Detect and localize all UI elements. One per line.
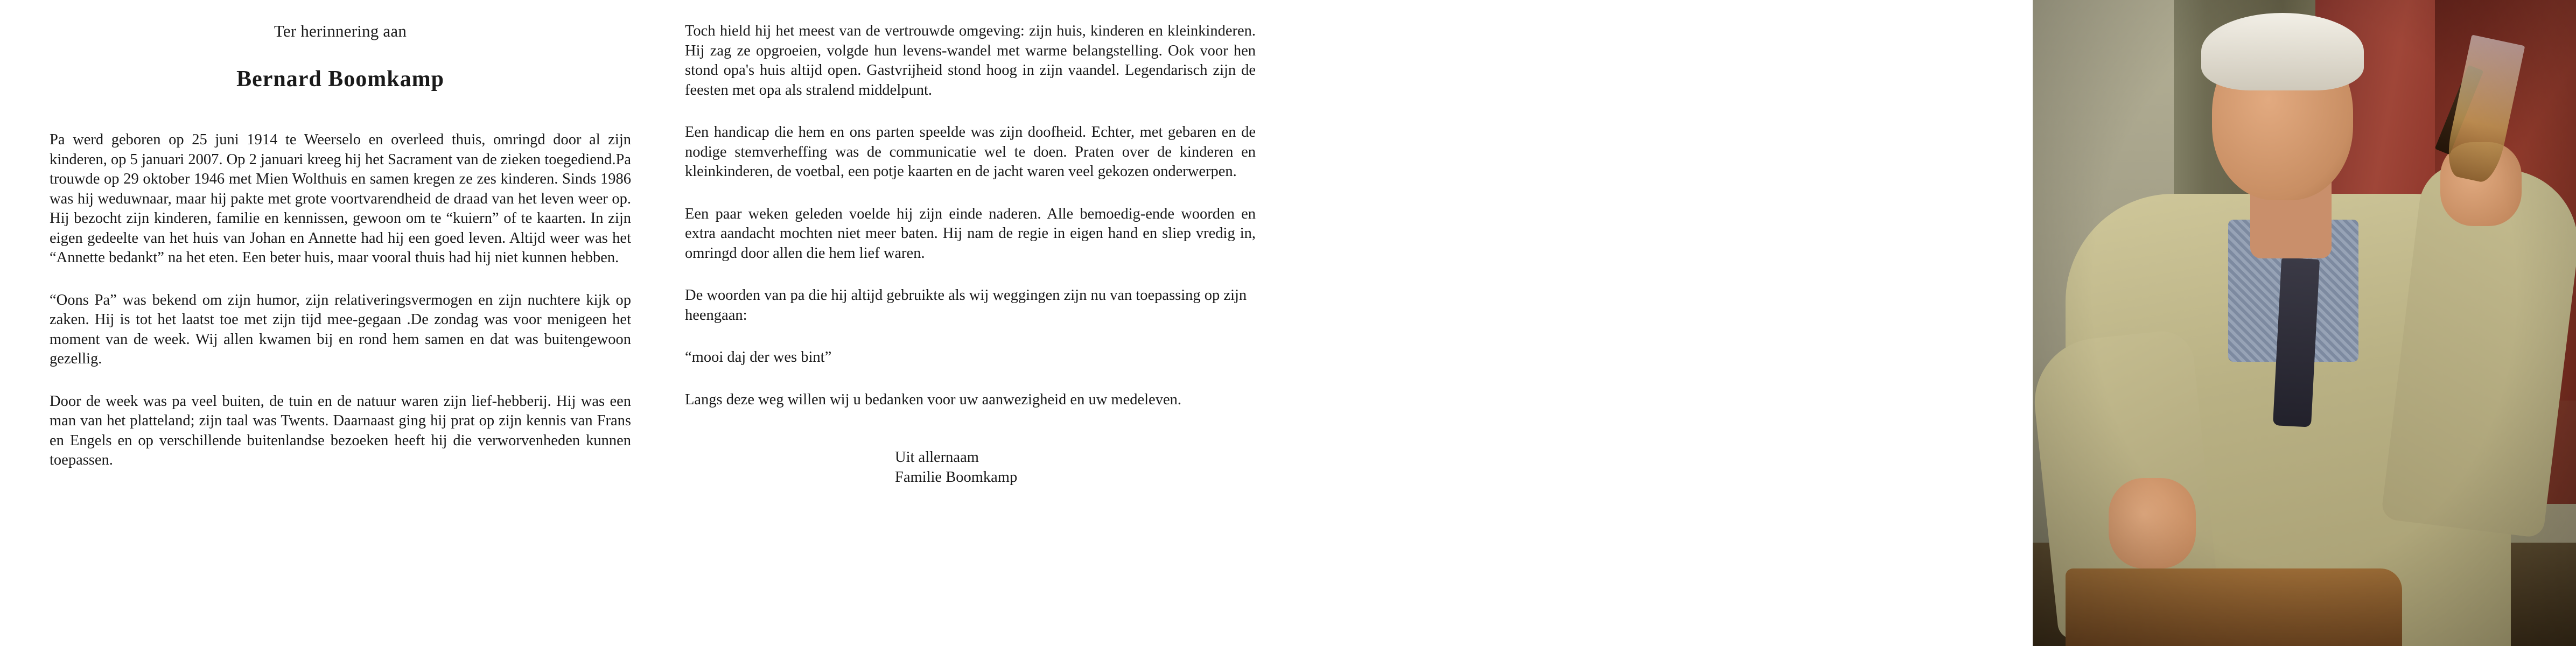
portrait-photo [2033,0,2576,646]
photo-vignette [2033,0,2576,646]
left-paragraph-3: Door de week was pa veel buiten, de tuin en de natuur waren zijn lief-hebberij. Hij was een man van het platteland; zijn taal was Twents. Daarnaast ging hij prat op zijn kennis van Frans en Engels en op verschillende buitenlandse bezoeken heeft hij die verworvenheden kunnen toepassen. [50,392,631,468]
signature-block [895,447,1256,487]
card-left-panel [0,0,1290,624]
left-paragraph-2: “Oons Pa” was bekend om zijn humor, zijn relativeringsvermogen en zijn nuchtere kijk op zaken. Hij is tot het laatst toe met zijn tijd mee-gegaan .De zondag was voor menigeen het moment van de week. Wij allen kwamen bij en rond hem samen en dat was buitengewoon gezellig. [50,291,631,367]
right-text-column [685,22,1256,487]
right-paragraph-1: Toch hield hij het meest van de vertrouwde omgeving: zijn huis, kinderen en kleinkinderen. Hij zag ze opgroeien, volgde hun levens-wandel met warme belangstelling. Ook voor hen stond opa's huis altijd open. Gastvrijheid stond hoog in zijn vaandel. Legendarisch zijn de feesten met opa als stralend middelpunt. [685,23,1256,99]
left-text-column [50,22,631,471]
card-bottom-edge [0,624,1290,646]
photo-panel-blank-area [1292,0,2033,646]
left-paragraph-1: Pa werd geboren op 25 juni 1914 te Weerselo en overleed thuis, omringd door al zijn kinderen, op 5 januari 2007. Op 2 januari kreeg hij het Sacrament van de zieken toegediend.Pa trouwde op 29 oktober 1946 met Mien Wolthuis en samen kregen ze zes kinderen. Sinds 1986 was hij weduwnaar, maar hij pakte met grote voortvarendheid de draad van het leven weer op. Hij bezocht zijn kinderen, familie en kennissen, gewoon om te “kuiern” of te kaarten. In zijn eigen gedeelte van het huis van Johan en Annette had hij een goed leven. Altijd weer was het “Annette bedankt” na het eten. Een beter huis, maar vooral thuis had hij niet kunnen hebben. [50,131,631,266]
signature-line-1: Uit allernaam [895,449,979,466]
thank-you-paragraph: Langs deze weg willen wij u bedanken voor uw aanwezigheid en uw medeleven. [685,391,1181,408]
right-paragraph-2: Een handicap die hem en ons parten speelde was zijn doofheid. Echter, met gebaren en de nodige stemverheffing was de communicatie wel te doen. Praten over de kinderen en kleinkinderen, de voetbal, een potje kaarten en de jacht waren veel gekozen onderwerpen. [685,124,1256,180]
right-paragraph-4: De woorden van pa die hij altijd gebruikte als wij weggingen zijn nu van toepassing op zijn heengaan: [685,287,1247,324]
photo-panel [1292,0,2576,646]
deceased-name-heading: Bernard Boomkamp [236,67,444,92]
memorial-intro-heading: Ter herinnering aan [274,22,407,40]
signature-line-2: Familie Boomkamp [895,469,1018,486]
right-paragraph-3: Een paar weken geleden voelde hij zijn einde naderen. Alle bemoedig-ende woorden en extra aandacht mochten niet meer baten. Hij nam de regie in eigen hand en sliep vredig in, omringd door allen die hem lief waren. [685,205,1256,262]
dialect-quote: “mooi daj der wes bint” [685,349,832,366]
